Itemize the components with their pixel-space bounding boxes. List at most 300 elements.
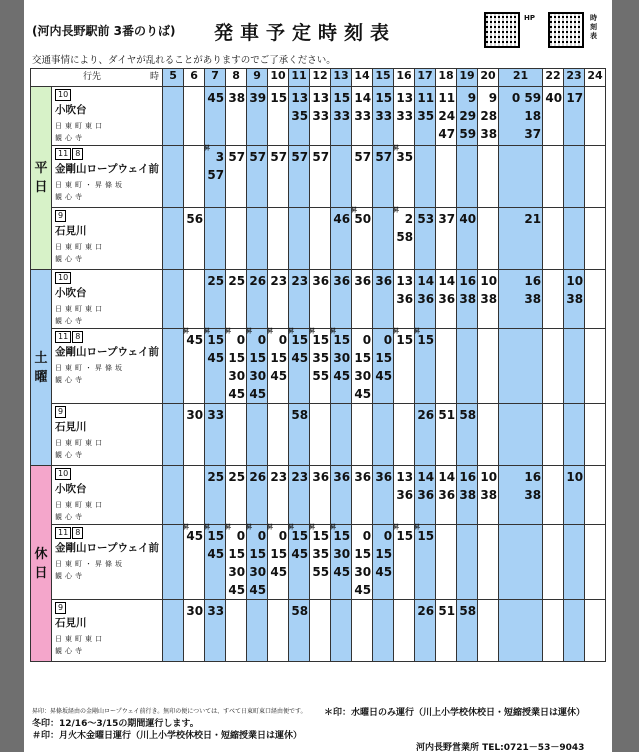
departure-minute: 36 [312,470,330,484]
route-number: 11 [55,331,71,343]
departure-cell [184,270,205,329]
hour-label: 時 [150,72,160,82]
departure-minute: 45 [354,583,372,597]
departure-cell [394,404,415,466]
route-number-badges [55,89,159,101]
route-number: 9 [55,210,66,222]
route-mark: 昇 [393,328,400,335]
departure-cell [394,270,415,329]
departure-cell [247,466,268,525]
departure-cell [331,466,352,525]
departure-cell [543,329,564,404]
departure-cell [436,600,457,662]
departure-minute: 38 [480,292,498,306]
departure-cell [331,208,352,270]
departure-cell [457,208,478,270]
departure-minute: 23 [291,470,309,484]
departure-minute: 昇 35 [393,145,414,164]
departure-minute: 36 [354,470,372,484]
departure-minute: 0 [362,529,372,543]
departure-cell [310,329,331,404]
departure-minute: 38 [480,488,498,502]
departure-cell [352,270,373,329]
route-number: 9 [55,406,66,418]
route-mark: 昇 [309,524,316,531]
departure-minute: 38 [566,292,584,306]
departure-minute: 0 59 [511,91,542,105]
route-number-badges [55,406,159,418]
departure-cell [163,270,184,329]
departure-cell [373,600,394,662]
route-mark: 昇 [204,524,211,531]
departure-minute: 23 [291,274,309,288]
departure-cell [352,87,373,146]
winter-note: 冬印：12/16～3/15の期間運行します。 [32,719,199,729]
departure-minute: 58 [396,230,414,244]
departure-cell [268,525,289,600]
departure-cell [184,466,205,525]
route-row [31,146,606,208]
departure-minute: 40 [545,91,563,105]
departure-cell [543,404,564,466]
departure-minute: 30 [333,547,351,561]
departure-minute: 13 [291,91,309,105]
departure-cell [247,87,268,146]
departure-cell [585,87,606,146]
route-info [52,146,163,208]
hour-21: 21 [499,69,543,87]
departure-cell [247,525,268,600]
departure-minute: 14 [438,274,456,288]
departure-minute: 36 [375,274,393,288]
departure-cell [352,208,373,270]
departure-minute: 0 [362,333,372,347]
departure-minute: 15 [333,91,351,105]
route-mark: 昇 [393,145,400,152]
departure-minute: 25 [228,470,246,484]
departure-minute: 26 [249,274,267,288]
departure-cell [499,87,543,146]
star-note: ＊印：水曜日のみ運行（川上小学校休校日・短縮授業日は運休） [324,708,586,718]
hour-20: 20 [478,69,499,87]
departure-cell [184,404,205,466]
departure-minute: 30 [186,408,204,422]
departure-minute: 56 [186,212,204,226]
departure-minute: 45 [270,369,288,383]
departure-minute: 33 [333,109,351,123]
departure-minute: 昇 0 [267,328,288,347]
route-number: 10 [55,468,71,480]
departure-minute: 37 [524,127,542,141]
route-info [52,208,163,270]
departure-cell [352,329,373,404]
departure-cell [373,208,394,270]
route-number-badges [55,148,159,160]
departure-minute: 40 [459,212,477,226]
departure-minute: 15 [375,91,393,105]
departure-cell [564,329,585,404]
departure-minute: 昇 15 [204,328,225,347]
departure-cell [478,466,499,525]
route-number: 11 [55,527,71,539]
route-via-1: 日東町東口 [55,635,105,643]
departure-cell [543,87,564,146]
route-number-badges [55,210,159,222]
route-number-badges [55,527,159,539]
departure-cell [373,329,394,404]
departure-cell [184,208,205,270]
departure-cell [415,466,436,525]
departure-cell [585,208,606,270]
departure-cell [247,329,268,404]
departure-minute: 36 [333,470,351,484]
route-number: 9 [55,602,66,614]
hp-qr-code[interactable] [486,14,518,46]
departure-minute: 30 [333,351,351,365]
departure-minute: 昇 0 [267,524,288,543]
departure-cell [564,525,585,600]
route-via-1: 日東町東口 [55,243,105,251]
departure-cell [373,466,394,525]
route-number-badges [55,331,159,343]
departure-cell [415,208,436,270]
route-destination: 金剛山ロープウェイ前 [55,163,160,175]
departure-cell [478,87,499,146]
departure-cell [268,466,289,525]
departure-minute: 9 [488,91,498,105]
departure-cell [394,329,415,404]
departure-minute: 45 [375,369,393,383]
route-via-1: 日東町東口 [55,305,105,313]
departure-minute: 57 [354,150,372,164]
departure-cell [457,404,478,466]
route-info [52,404,163,466]
departure-cell [394,466,415,525]
dest-header [31,69,163,87]
departure-minute: 36 [375,470,393,484]
departure-minute: 35 [312,351,330,365]
departure-cell [564,270,585,329]
departure-minute: 58 [459,408,477,422]
departure-cell [373,270,394,329]
departure-cell [585,525,606,600]
route-via-1: 日東町・昇條坂 [55,181,125,189]
departure-minute: 45 [249,583,267,597]
departure-minute: 14 [417,274,435,288]
departure-minute: 38 [524,292,542,306]
departure-cell [415,329,436,404]
departure-minute: 昇 0 [246,328,267,347]
departure-minute: 14 [417,470,435,484]
departure-minute: 45 [333,565,351,579]
departure-minute: 38 [459,488,477,502]
departure-minute: 11 [438,91,456,105]
departure-cell [163,329,184,404]
departure-minute: 57 [312,150,330,164]
traffic-notice: 交通事情により、ダイヤが乱れることがありますのでご了承ください。 [32,55,336,66]
departure-cell [310,208,331,270]
hour-12: 12 [310,69,331,87]
departure-minute: 25 [207,470,225,484]
departure-cell [499,525,543,600]
departure-cell [436,329,457,404]
departure-cell [268,208,289,270]
route-mark: 昇 [393,207,400,214]
route-mark: 昇 [204,328,211,335]
timetable-table [30,68,606,662]
departure-minute: 13 [396,470,414,484]
departure-cell [436,87,457,146]
departure-cell [478,404,499,466]
route-row [31,525,606,600]
departure-cell [331,87,352,146]
departure-cell [564,466,585,525]
departure-cell [226,87,247,146]
departure-minute: 9 [467,91,477,105]
route-info [52,600,163,662]
departure-cell [226,270,247,329]
departure-cell [331,404,352,466]
departure-cell [247,208,268,270]
departure-cell [457,329,478,404]
departure-minute: 45 [270,565,288,579]
departure-cell [184,146,205,208]
departure-cell [564,87,585,146]
departure-cell [394,525,415,600]
departure-minute: 58 [459,604,477,618]
departure-minute: 13 [396,274,414,288]
departure-minute: 10 [480,470,498,484]
departure-minute: 昇 50 [351,207,372,226]
departure-cell [205,525,226,600]
route-mark: 昇 [414,328,421,335]
departure-minute: 15 [228,547,246,561]
departure-minute: 昇 15 [288,524,309,543]
departure-minute: 昇 0 [225,328,246,347]
departure-minute: 18 [524,109,542,123]
departure-cell [457,87,478,146]
sharp-note: ＃印：月火木金曜日運行（川上小学校休校日・短縮授業日は運休） [32,731,303,741]
departure-minute: 16 [459,470,477,484]
departure-cell [310,87,331,146]
departure-cell [499,329,543,404]
route-destination: 石見川 [55,225,87,237]
departure-cell [205,600,226,662]
route-mark: 昇 [414,524,421,531]
route-destination: 金剛山ロープウェイ前 [55,542,160,554]
departure-minute: 38 [228,91,246,105]
route-via-2: 観心寺 [55,451,85,459]
departure-cell [543,466,564,525]
route-via-1: 日東町東口 [55,501,105,509]
departure-minute: 33 [354,109,372,123]
departure-minute: 26 [249,470,267,484]
route-destination: 小吹台 [55,104,87,116]
departure-cell [415,404,436,466]
departure-minute: 16 [524,470,542,484]
departure-minute: 15 [270,547,288,561]
departure-minute: 53 [417,212,435,226]
departure-cell [543,208,564,270]
departure-minute: 45 [249,387,267,401]
departure-cell [478,146,499,208]
departure-minute: 35 [312,547,330,561]
hp-label: HP [524,14,535,22]
departure-cell [268,404,289,466]
departure-cell [289,146,310,208]
departure-cell [352,146,373,208]
route-mark: 昇 [225,328,232,335]
hour-15: 15 [373,69,394,87]
departure-minute: 45 [291,351,309,365]
departure-minute: 36 [438,488,456,502]
route-via-2: 観心寺 [55,376,85,384]
departure-cell [415,146,436,208]
timetable-qr-code[interactable] [550,14,582,46]
departure-minute: 45 [207,547,225,561]
departure-minute: 15 [249,547,267,561]
departure-cell [436,404,457,466]
departure-cell [184,600,205,662]
departure-minute: 昇 45 [183,524,204,543]
route-via-2: 観心寺 [55,255,85,263]
departure-cell [163,404,184,466]
departure-minute: 28 [480,109,498,123]
departure-minute: 36 [396,488,414,502]
departure-cell [415,87,436,146]
departure-cell [564,146,585,208]
route-number-badges [55,272,159,284]
departure-cell [247,146,268,208]
departure-minute: 10 [566,470,584,484]
route-destination: 小吹台 [55,287,87,299]
route-info [52,466,163,525]
departure-cell [436,270,457,329]
departure-minute: 33 [312,109,330,123]
departure-minute: 16 [524,274,542,288]
departure-minute: 46 [333,212,351,226]
day-type-label: 平 日 [31,87,52,270]
departure-minute: 24 [438,109,456,123]
departure-cell [457,146,478,208]
route-mark: 昇 [183,328,190,335]
departure-minute: 15 [249,351,267,365]
hour-17: 17 [415,69,436,87]
departure-minute: 45 [291,547,309,561]
departure-cell [331,146,352,208]
hour-9: 9 [247,69,268,87]
departure-minute: 15 [228,351,246,365]
departure-cell [436,525,457,600]
route-mark: 昇 [225,524,232,531]
departure-cell [184,87,205,146]
departure-minute: 15 [270,91,288,105]
departure-cell [543,146,564,208]
route-number: 11 [55,148,71,160]
route-via-2: 観心寺 [55,193,85,201]
departure-cell [289,404,310,466]
departure-cell [457,525,478,600]
departure-cell [478,600,499,662]
departure-minute: 55 [312,369,330,383]
departure-cell [478,270,499,329]
route-info [52,525,163,600]
departure-minute: 30 [249,369,267,383]
departure-cell [564,208,585,270]
route-row [31,329,606,404]
departure-cell [226,146,247,208]
route-mark: 昇 [288,524,295,531]
route-row [31,600,606,662]
stop-name: (河内長野駅前 3番のりば) [32,24,176,38]
departure-cell [585,600,606,662]
departure-minute: 33 [396,109,414,123]
route-number: 8 [72,527,83,539]
departure-cell [352,525,373,600]
departure-cell [268,146,289,208]
route-number: 10 [55,272,71,284]
hour-6: 6 [184,69,205,87]
departure-cell [310,466,331,525]
hour-5: 5 [163,69,184,87]
departure-cell [415,600,436,662]
departure-minute: 昇 15 [309,328,330,347]
departure-cell [478,208,499,270]
departure-cell [289,525,310,600]
departure-cell [585,404,606,466]
mark-note: 昇印：昇條坂経由の金剛山ロープウェイ前行き。無印の便については、すべて日東町東口経由便です。 [32,708,307,715]
route-row [31,208,606,270]
departure-cell [478,329,499,404]
route-number: 8 [72,331,83,343]
departure-minute: 45 [207,351,225,365]
departure-cell [268,329,289,404]
header [24,0,612,70]
departure-minute: 38 [459,292,477,306]
departure-minute: 昇 15 [309,524,330,543]
route-mark: 昇 [267,328,274,335]
departure-cell [289,87,310,146]
departure-cell [564,600,585,662]
departure-cell [289,270,310,329]
hour-10: 10 [268,69,289,87]
departure-cell [457,600,478,662]
departure-minute: 35 [291,109,309,123]
departure-minute: 昇 15 [330,328,351,347]
departure-minute: 昇 15 [288,328,309,347]
departure-cell [163,87,184,146]
departure-minute: 47 [438,127,456,141]
departure-minute: 昇 15 [414,524,435,543]
departure-cell [226,600,247,662]
departure-cell [373,146,394,208]
departure-minute: 57 [228,150,246,164]
departure-minute: 昇 45 [183,328,204,347]
departure-minute: 23 [270,470,288,484]
departure-minute: 13 [312,91,330,105]
route-via-1: 日東町・昇條坂 [55,560,125,568]
route-destination: 石見川 [55,617,87,629]
departure-minute: 29 [459,109,477,123]
departure-cell [373,404,394,466]
departure-minute: 30 [186,604,204,618]
departure-cell [543,600,564,662]
departure-cell [310,146,331,208]
route-number-badges [55,468,159,480]
departure-minute: 16 [459,274,477,288]
route-mark: 昇 [330,328,337,335]
departure-cell [163,600,184,662]
